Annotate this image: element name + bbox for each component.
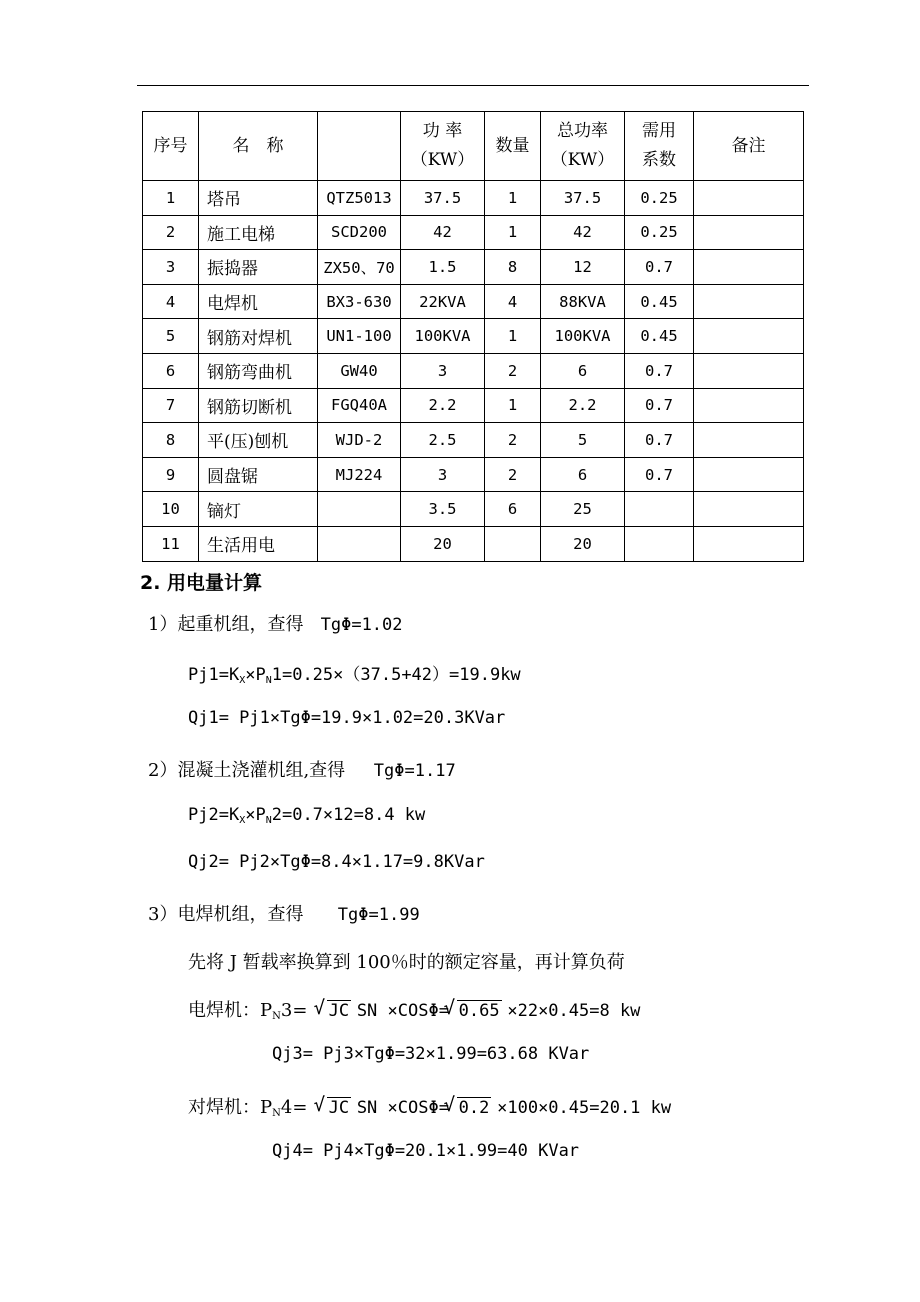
cell-seq: 8 — [143, 423, 199, 458]
cell-seq: 2 — [143, 215, 199, 250]
butt-welder-formula — [188, 1093, 671, 1119]
cell-model: WJD-2 — [318, 423, 401, 458]
cell-note — [694, 492, 804, 527]
cell-coef: 0.7 — [625, 250, 694, 285]
cell-total: 6 — [541, 457, 625, 492]
cell-coef: 0.25 — [625, 215, 694, 250]
cell-name: 钢筋对焊机 — [199, 319, 318, 354]
g2-heading-line — [148, 756, 456, 782]
g2-p-c: 2=0.7×12=8.4 kw — [271, 805, 426, 825]
cell-name: 振捣器 — [199, 250, 318, 285]
butt-welder-c: ×100×0.45=20.1 kw — [497, 1098, 672, 1118]
cell-model: FGQ40A — [318, 388, 401, 423]
header-seq: 序号 — [143, 112, 199, 181]
header-model — [318, 112, 401, 181]
cell-model: MJ224 — [318, 457, 401, 492]
table-header-row — [143, 112, 804, 181]
butt-welder-a: 4= — [280, 1097, 308, 1118]
cell-note — [694, 319, 804, 354]
table-row — [143, 423, 804, 458]
cell-power: 3 — [401, 353, 485, 388]
cell-name: 电焊机 — [199, 284, 318, 319]
g1-p-a: Pj1=K — [188, 665, 240, 685]
header-note: 备注 — [694, 112, 804, 181]
g2-heading: 2）混凝土浇灌机组,查得 — [148, 760, 346, 781]
cell-name: 塔吊 — [199, 181, 318, 216]
cell-coef — [625, 492, 694, 527]
g2-p-sub1: X — [239, 815, 246, 826]
g3-tg: TgΦ=1.99 — [337, 905, 420, 925]
cell-model — [318, 492, 401, 527]
header-total — [541, 112, 625, 181]
cell-power: 20 — [401, 526, 485, 561]
table-body — [143, 181, 804, 562]
cell-total: 5 — [541, 423, 625, 458]
welder-sqrt-jc: √ JC — [327, 1000, 351, 1021]
welder-sub: N — [272, 1011, 281, 1022]
cell-total: 2.2 — [541, 388, 625, 423]
cell-note — [694, 353, 804, 388]
g1-heading-line — [148, 610, 403, 636]
equipment-table — [142, 111, 804, 562]
table-row — [143, 181, 804, 216]
cell-note — [694, 284, 804, 319]
cell-seq: 4 — [143, 284, 199, 319]
table-row — [143, 215, 804, 250]
butt-welder-sqrt-jc: √ JC — [327, 1097, 351, 1118]
cell-qty: 1 — [485, 215, 541, 250]
g1-heading: 1）起重机组，查得 — [148, 614, 304, 635]
g2-p-a: Pj2=K — [188, 805, 240, 825]
cell-coef — [625, 526, 694, 561]
cell-qty: 1 — [485, 181, 541, 216]
cell-total: 6 — [541, 353, 625, 388]
cell-seq: 1 — [143, 181, 199, 216]
table-row — [143, 284, 804, 319]
cell-note — [694, 526, 804, 561]
cell-model: SCD200 — [318, 215, 401, 250]
cell-coef: 0.7 — [625, 353, 694, 388]
cell-total: 100KVA — [541, 319, 625, 354]
g1-p-formula — [188, 660, 521, 686]
cell-power: 1.5 — [401, 250, 485, 285]
g2-q-formula: Qj2= Pj2×TgΦ=8.4×1.17=9.8KVar — [188, 852, 485, 872]
cell-qty: 4 — [485, 284, 541, 319]
g1-tg: TgΦ=1.02 — [320, 615, 403, 635]
butt-welder-sqrt-val: √ 0.2 — [457, 1097, 492, 1118]
cell-coef: 0.25 — [625, 181, 694, 216]
welder-b: SN ×COSΦ= — [356, 1001, 449, 1021]
cell-note — [694, 215, 804, 250]
welder-sqrt-val: √ 0.65 — [457, 1000, 502, 1021]
cell-coef: 0.7 — [625, 388, 694, 423]
cell-power: 100KVA — [401, 319, 485, 354]
welder-formula — [188, 996, 640, 1022]
cell-note — [694, 250, 804, 285]
table-row — [143, 353, 804, 388]
cell-seq: 6 — [143, 353, 199, 388]
cell-name: 圆盘锯 — [199, 457, 318, 492]
cell-power: 22KVA — [401, 284, 485, 319]
g1-p-sub1: X — [239, 675, 246, 686]
cell-qty: 1 — [485, 319, 541, 354]
table-row — [143, 492, 804, 527]
header-power-line1: 功 率 — [422, 121, 463, 141]
cell-coef: 0.45 — [625, 319, 694, 354]
cell-note — [694, 457, 804, 492]
cell-qty: 2 — [485, 457, 541, 492]
cell-model: BX3-630 — [318, 284, 401, 319]
g1-p-c: 1=0.25×（37.5+42）=19.9kw — [271, 665, 521, 685]
cell-note — [694, 181, 804, 216]
cell-seq: 3 — [143, 250, 199, 285]
cell-total: 12 — [541, 250, 625, 285]
cell-qty: 6 — [485, 492, 541, 527]
cell-total: 88KVA — [541, 284, 625, 319]
cell-name: 钢筋弯曲机 — [199, 353, 318, 388]
cell-seq: 7 — [143, 388, 199, 423]
section-title: 2. 用电量计算 — [140, 572, 263, 594]
top-rule — [137, 85, 809, 86]
cell-note — [694, 423, 804, 458]
cell-name: 平(压)刨机 — [199, 423, 318, 458]
g3-heading-line — [148, 900, 420, 926]
header-qty: 数量 — [485, 112, 541, 181]
cell-power: 3 — [401, 457, 485, 492]
cell-seq: 10 — [143, 492, 199, 527]
g2-p-formula — [188, 805, 425, 826]
g1-p-b: ×P — [245, 665, 266, 685]
table-row — [143, 319, 804, 354]
cell-power: 2.5 — [401, 423, 485, 458]
header-name: 名 称 — [199, 112, 318, 181]
butt-welder-b: SN ×COSΦ= — [356, 1098, 449, 1118]
cell-qty — [485, 526, 541, 561]
cell-model — [318, 526, 401, 561]
butt-welder-sub: N — [272, 1108, 281, 1119]
g1-q-formula: Qj1= Pj1×TgΦ=19.9×1.02=20.3KVar — [188, 708, 506, 728]
cell-coef: 0.45 — [625, 284, 694, 319]
header-total-line2: （KW） — [550, 150, 615, 170]
header-coef — [625, 112, 694, 181]
cell-qty: 2 — [485, 423, 541, 458]
cell-coef: 0.7 — [625, 457, 694, 492]
cell-note — [694, 388, 804, 423]
butt-welder-q-formula: Qj4= Pj4×TgΦ=20.1×1.99=40 KVar — [272, 1141, 580, 1161]
cell-seq: 5 — [143, 319, 199, 354]
cell-total: 25 — [541, 492, 625, 527]
cell-seq: 11 — [143, 526, 199, 561]
cell-total: 20 — [541, 526, 625, 561]
g1-p-sub2: N — [265, 675, 272, 686]
header-total-line1: 总功率 — [557, 121, 608, 141]
cell-power: 42 — [401, 215, 485, 250]
cell-power: 2.2 — [401, 388, 485, 423]
cell-power: 37.5 — [401, 181, 485, 216]
table-row — [143, 457, 804, 492]
cell-name: 施工电梯 — [199, 215, 318, 250]
cell-qty: 8 — [485, 250, 541, 285]
welder-c: ×22×0.45=8 kw — [507, 1001, 641, 1021]
table-row — [143, 388, 804, 423]
g3-heading: 3）电焊机组，查得 — [148, 904, 304, 925]
header-coef-line2: 系数 — [642, 150, 676, 170]
header-power — [401, 112, 485, 181]
table-row — [143, 250, 804, 285]
cell-model: ZX50、70 — [318, 250, 401, 285]
cell-name: 钢筋切断机 — [199, 388, 318, 423]
cell-name: 镝灯 — [199, 492, 318, 527]
cell-power: 3.5 — [401, 492, 485, 527]
g2-tg: TgΦ=1.17 — [373, 761, 456, 781]
table-row — [143, 526, 804, 561]
header-coef-line1: 需用 — [642, 121, 676, 141]
cell-seq: 9 — [143, 457, 199, 492]
cell-name: 生活用电 — [199, 526, 318, 561]
cell-qty: 1 — [485, 388, 541, 423]
butt-welder-label: 对焊机：P — [188, 1097, 273, 1118]
cell-model: QTZ5013 — [318, 181, 401, 216]
cell-model: UN1-100 — [318, 319, 401, 354]
g2-p-b: ×P — [245, 805, 266, 825]
cell-coef: 0.7 — [625, 423, 694, 458]
welder-q-formula: Qj3= Pj3×TgΦ=32×1.99=63.68 KVar — [272, 1044, 590, 1064]
welder-label: 电焊机：P — [188, 1000, 273, 1021]
g3-note: 先将 J 暂载率换算到 100％时的额定容量，再计算负荷 — [188, 952, 625, 973]
header-power-line2: （KW） — [410, 150, 475, 170]
cell-total: 42 — [541, 215, 625, 250]
cell-model: GW40 — [318, 353, 401, 388]
cell-qty: 2 — [485, 353, 541, 388]
g2-p-sub2: N — [265, 815, 272, 826]
cell-total: 37.5 — [541, 181, 625, 216]
welder-a: 3= — [280, 1000, 308, 1021]
